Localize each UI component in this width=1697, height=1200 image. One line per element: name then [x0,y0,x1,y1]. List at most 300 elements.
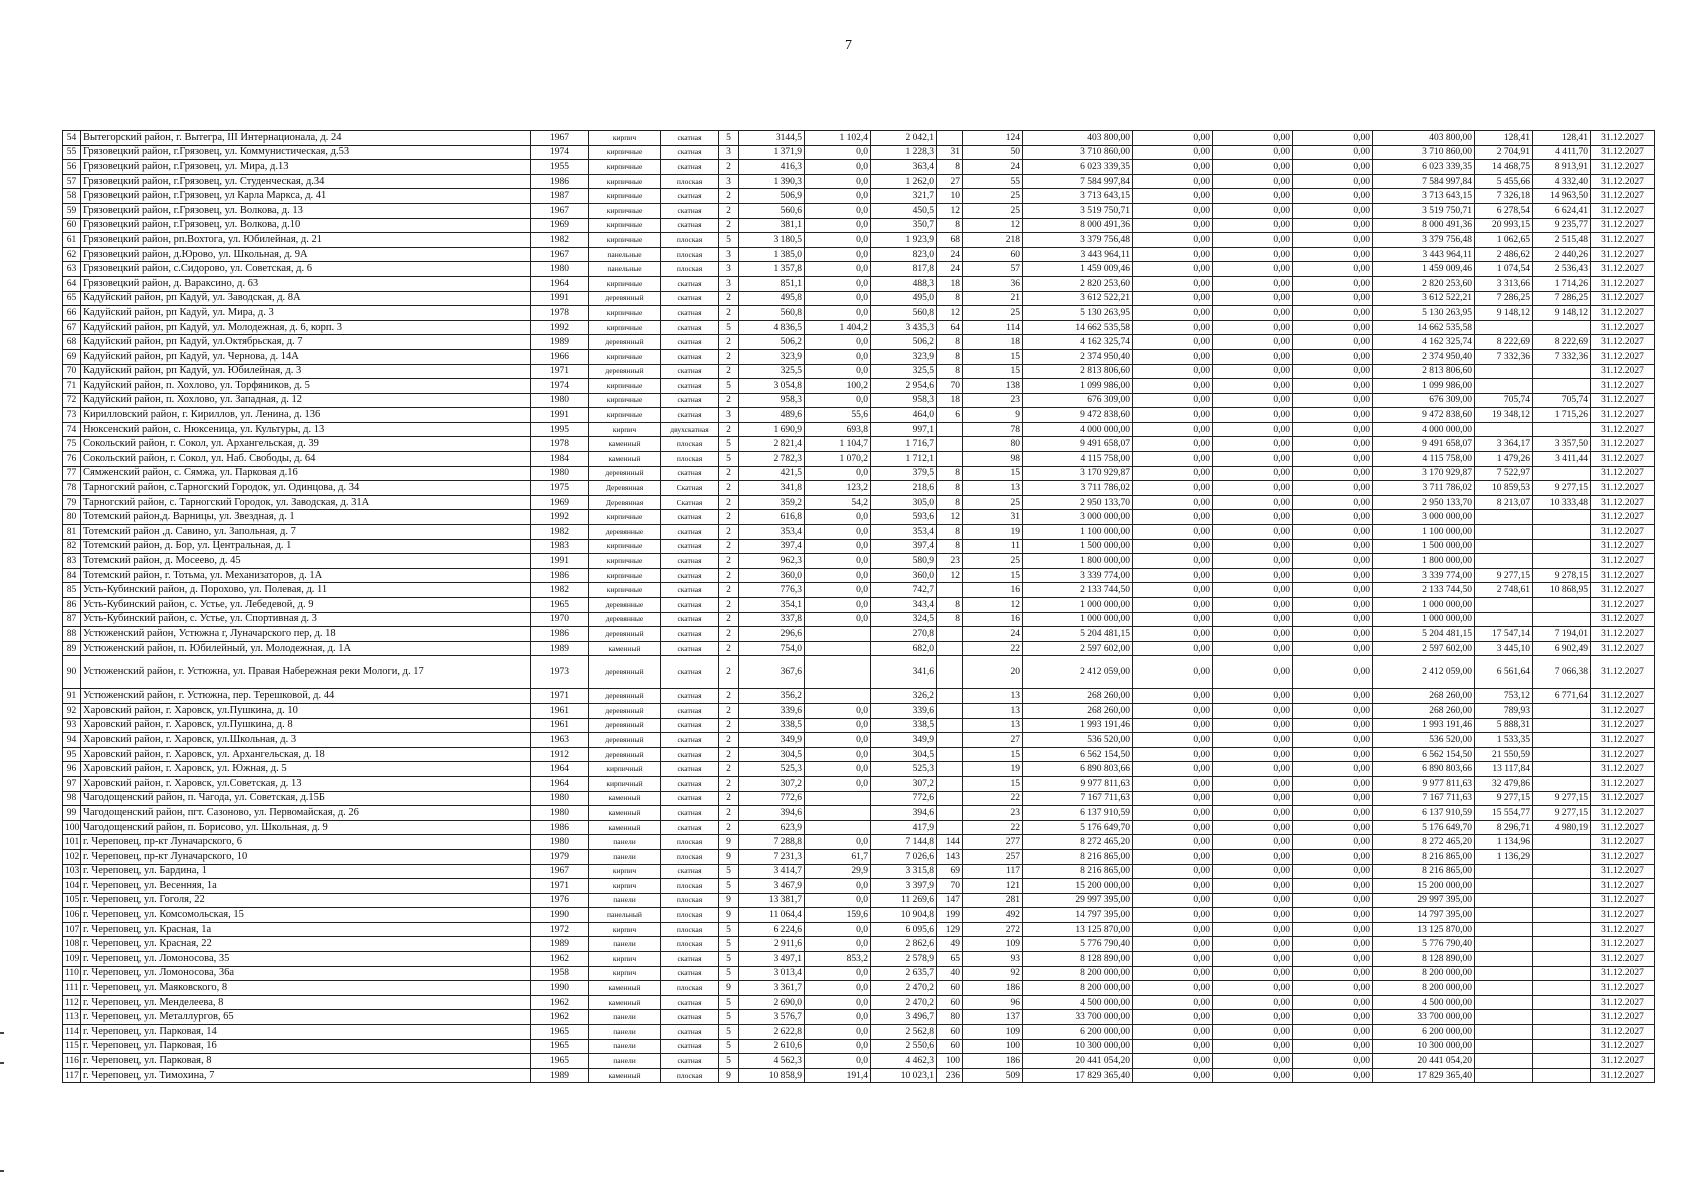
cell-fund-fee: 0,00 [1133,554,1213,569]
cell-deadline: 31.12.2027 [1591,481,1655,496]
cell-wall-material: кирпичные [589,174,661,189]
cell-regional-budget: 0,00 [1213,849,1293,864]
cell-floors: 3 [719,145,739,160]
cell-wall-material: кирпичные [589,145,661,160]
table-row [63,747,1655,762]
cell-regional-budget: 0,00 [1213,262,1293,277]
cell-local-budget: 0,00 [1293,539,1373,554]
cell-deadline: 31.12.2027 [1591,306,1655,321]
cell-address: Тотемский район, д. Бор, ул. Центральная, д. 1 [81,539,531,554]
cell-apartments [937,762,963,777]
cell-unit-cost-limit [1533,598,1591,613]
cell-local-budget: 0,00 [1293,335,1373,350]
table-row [63,641,1655,656]
cell-residents: 92 [963,966,1023,981]
table-row [63,937,1655,952]
cell-total-area: 2 911,6 [739,937,805,952]
cell-local-budget: 0,00 [1293,1025,1373,1040]
cell-residents: 509 [963,1068,1023,1083]
cell-wall-material: кирпич [589,966,661,981]
cell-wall-material: кирпичные [589,393,661,408]
cell-apartments [937,718,963,733]
cell-roof-type: скатная [661,306,719,321]
cell-owners-funds: 33 700 000,00 [1373,1010,1475,1025]
cell-nonresidential-area: 0,0 [805,393,871,408]
cell-row-number: 57 [63,174,81,189]
cell-address: г. Череповец, пр-кт Луначарского, 10 [81,849,531,864]
cell-deadline: 31.12.2027 [1591,893,1655,908]
cell-regional-budget: 0,00 [1213,1025,1293,1040]
cell-residential-area: 4 462,3 [871,1054,937,1069]
cell-floors: 5 [719,1039,739,1054]
cell-row-number: 54 [63,131,81,146]
cell-fund-fee: 0,00 [1133,1054,1213,1069]
cell-roof-type: скатная [661,364,719,379]
cell-apartments [937,641,963,656]
table-row [63,1010,1655,1025]
cell-residents: 257 [963,849,1023,864]
cell-apartments: 23 [937,554,963,569]
cell-residents: 19 [963,762,1023,777]
table-row [63,554,1655,569]
cell-build-year: 1961 [531,718,589,733]
cell-owners-funds: 4 115 758,00 [1373,452,1475,467]
cell-unit-cost-limit: 9 277,15 [1533,806,1591,821]
cell-address: Сокольский район, г. Сокол, ул. Наб. Свободы, д. 64 [81,452,531,467]
cell-roof-type: скатная [661,776,719,791]
cell-regional-budget: 0,00 [1213,1010,1293,1025]
cell-residents: 15 [963,776,1023,791]
cell-unit-cost [1475,966,1533,981]
cell-residential-area: 2 562,8 [871,1025,937,1040]
cell-wall-material: кирпичный [589,776,661,791]
cell-residential-area: 304,5 [871,747,937,762]
cell-floors: 2 [719,612,739,627]
cell-unit-cost: 5 888,31 [1475,718,1533,733]
cell-deadline: 31.12.2027 [1591,641,1655,656]
cell-deadline: 31.12.2027 [1591,879,1655,894]
cell-unit-cost [1475,893,1533,908]
cell-total-cost: 13 125 870,00 [1023,922,1133,937]
cell-address: Сямженский район, с. Сямжа, ул. Парковая д.16 [81,466,531,481]
cell-unit-cost-limit: 3 357,50 [1533,437,1591,452]
cell-deadline: 31.12.2027 [1591,174,1655,189]
cell-residents: 24 [963,160,1023,175]
cell-unit-cost-limit [1533,718,1591,733]
cell-total-cost: 8 200 000,00 [1023,981,1133,996]
cell-total-area: 495,8 [739,291,805,306]
cell-roof-type: скатная [661,1010,719,1025]
cell-apartments: 8 [937,598,963,613]
cell-local-budget: 0,00 [1293,554,1373,569]
cell-unit-cost: 7 332,36 [1475,349,1533,364]
table-row [63,718,1655,733]
cell-unit-cost: 20 993,15 [1475,218,1533,233]
cell-total-area: 623,9 [739,820,805,835]
cell-total-area: 560,8 [739,306,805,321]
cell-local-budget: 0,00 [1293,864,1373,879]
cell-fund-fee: 0,00 [1133,481,1213,496]
cell-fund-fee: 0,00 [1133,189,1213,204]
cell-row-number: 74 [63,422,81,437]
cell-row-number: 103 [63,864,81,879]
cell-roof-type: скатная [661,820,719,835]
cell-build-year: 1912 [531,747,589,762]
cell-residents: 16 [963,612,1023,627]
cell-unit-cost [1475,1010,1533,1025]
cell-row-number: 93 [63,718,81,733]
cell-build-year: 1973 [531,656,589,689]
cell-fund-fee: 0,00 [1133,791,1213,806]
cell-residents: 19 [963,525,1023,540]
cell-nonresidential-area: 0,0 [805,276,871,291]
cell-roof-type: скатная [661,408,719,423]
cell-residents: 18 [963,335,1023,350]
cell-build-year: 1964 [531,762,589,777]
cell-roof-type: скатная [661,510,719,525]
cell-floors: 2 [719,525,739,540]
cell-wall-material: каменный [589,452,661,467]
cell-apartments: 27 [937,174,963,189]
cell-floors: 2 [719,291,739,306]
cell-total-cost: 6 890 803,66 [1023,762,1133,777]
cell-unit-cost-limit [1533,864,1591,879]
cell-apartments: 8 [937,466,963,481]
cell-floors: 5 [719,320,739,335]
cell-owners-funds: 3 443 964,11 [1373,247,1475,262]
cell-total-area: 3 576,7 [739,1010,805,1025]
cell-residents: 23 [963,393,1023,408]
cell-row-number: 81 [63,525,81,540]
cell-roof-type: скатная [661,733,719,748]
cell-regional-budget: 0,00 [1213,145,1293,160]
cell-row-number: 73 [63,408,81,423]
cell-regional-budget: 0,00 [1213,525,1293,540]
cell-deadline: 31.12.2027 [1591,145,1655,160]
cell-regional-budget: 0,00 [1213,820,1293,835]
table-row [63,627,1655,642]
cell-row-number: 76 [63,452,81,467]
cell-total-cost: 7 167 711,63 [1023,791,1133,806]
cell-total-cost: 10 300 000,00 [1023,1039,1133,1054]
cell-floors: 2 [719,806,739,821]
cell-apartments: 129 [937,922,963,937]
cell-roof-type: плоская [661,174,719,189]
cell-roof-type: плоская [661,981,719,996]
cell-local-budget: 0,00 [1293,452,1373,467]
cell-total-area: 506,2 [739,335,805,350]
cell-deadline: 31.12.2027 [1591,495,1655,510]
cell-residential-area: 2 470,2 [871,981,937,996]
cell-residents: 186 [963,1054,1023,1069]
cell-total-cost: 1 459 009,46 [1023,262,1133,277]
table-row [63,291,1655,306]
cell-deadline: 31.12.2027 [1591,539,1655,554]
cell-address: Нюксенский район, с. Нюксеница, ул. Культуры, д. 13 [81,422,531,437]
cell-deadline: 31.12.2027 [1591,276,1655,291]
cell-unit-cost-limit: 2 440,26 [1533,247,1591,262]
cell-fund-fee: 0,00 [1133,908,1213,923]
cell-local-budget: 0,00 [1293,247,1373,262]
cell-wall-material: кирпичные [589,306,661,321]
cell-local-budget: 0,00 [1293,276,1373,291]
cell-total-cost: 5 130 263,95 [1023,306,1133,321]
cell-residents: 22 [963,791,1023,806]
cell-total-cost: 2 374 950,40 [1023,349,1133,364]
cell-unit-cost [1475,981,1533,996]
cell-unit-cost-limit: 9 148,12 [1533,306,1591,321]
cell-total-cost: 3 713 643,15 [1023,189,1133,204]
cell-total-area: 1 357,8 [739,262,805,277]
cell-residential-area: 7 144,8 [871,835,937,850]
cell-regional-budget: 0,00 [1213,864,1293,879]
cell-owners-funds: 6 200 000,00 [1373,1025,1475,1040]
cell-row-number: 63 [63,262,81,277]
cell-unit-cost-limit: 10 333,48 [1533,495,1591,510]
cell-row-number: 104 [63,879,81,894]
cell-row-number: 94 [63,733,81,748]
cell-deadline: 31.12.2027 [1591,247,1655,262]
cell-address: Кадуйский район, рп Кадуй, ул. Юбилейная, д. 3 [81,364,531,379]
cell-local-budget: 0,00 [1293,291,1373,306]
cell-nonresidential-area: 0,0 [805,262,871,277]
cell-residents: 11 [963,539,1023,554]
housing-register-table [62,130,1655,1083]
cell-residents: 13 [963,718,1023,733]
cell-owners-funds: 1 099 986,00 [1373,379,1475,394]
cell-fund-fee: 0,00 [1133,131,1213,146]
cell-wall-material: деревянный [589,718,661,733]
cell-fund-fee: 0,00 [1133,806,1213,821]
cell-fund-fee: 0,00 [1133,218,1213,233]
cell-wall-material: кирпичные [589,539,661,554]
cell-unit-cost: 9 148,12 [1475,306,1533,321]
cell-unit-cost-limit: 7 332,36 [1533,349,1591,364]
cell-nonresidential-area: 853,2 [805,952,871,967]
cell-nonresidential-area: 0,0 [805,1025,871,1040]
cell-total-cost: 5 776 790,40 [1023,937,1133,952]
cell-roof-type: плоская [661,835,719,850]
cell-residential-area: 1 262,0 [871,174,937,189]
cell-nonresidential-area: 693,8 [805,422,871,437]
cell-total-area: 489,6 [739,408,805,423]
cell-apartments [937,437,963,452]
table-row [63,539,1655,554]
cell-address: г. Череповец, ул. Ломоносова, 35 [81,952,531,967]
cell-residential-area: 450,5 [871,203,937,218]
cell-floors: 2 [719,466,739,481]
cell-apartments: 65 [937,952,963,967]
cell-fund-fee: 0,00 [1133,627,1213,642]
cell-owners-funds: 8 216 865,00 [1373,864,1475,879]
cell-nonresidential-area: 0,0 [805,937,871,952]
cell-deadline: 31.12.2027 [1591,131,1655,146]
cell-residents: 114 [963,320,1023,335]
cell-residents: 218 [963,233,1023,248]
cell-row-number: 90 [63,656,81,689]
cell-fund-fee: 0,00 [1133,233,1213,248]
cell-nonresidential-area: 0,0 [805,525,871,540]
cell-floors: 2 [719,703,739,718]
cell-unit-cost: 3 445,10 [1475,641,1533,656]
cell-floors: 9 [719,849,739,864]
cell-unit-cost [1475,1068,1533,1083]
cell-fund-fee: 0,00 [1133,247,1213,262]
cell-apartments: 8 [937,539,963,554]
cell-deadline: 31.12.2027 [1591,776,1655,791]
cell-row-number: 110 [63,966,81,981]
cell-wall-material: панели [589,1025,661,1040]
cell-unit-cost: 753,12 [1475,689,1533,704]
cell-nonresidential-area: 0,0 [805,349,871,364]
cell-floors: 5 [719,952,739,967]
cell-deadline: 31.12.2027 [1591,233,1655,248]
cell-address: Харовский район, г. Харовск, ул. Архангельская, д. 18 [81,747,531,762]
cell-residents: 186 [963,981,1023,996]
cell-row-number: 70 [63,364,81,379]
cell-floors: 5 [719,1010,739,1025]
cell-residents: 36 [963,276,1023,291]
cell-roof-type: скатная [661,1025,719,1040]
cell-deadline: 31.12.2027 [1591,703,1655,718]
cell-unit-cost [1475,379,1533,394]
cell-unit-cost-limit: 1 714,26 [1533,276,1591,291]
cell-unit-cost [1475,1025,1533,1040]
cell-wall-material: панели [589,1039,661,1054]
cell-residential-area: 3 315,8 [871,864,937,879]
cell-address: Кадуйский район, рп Кадуй, ул. Молодежная, д. 6, корп. 3 [81,320,531,335]
cell-address: Чагодощенский район, пгт. Сазоново, ул. Первомайская, д. 26 [81,806,531,821]
cell-build-year: 1987 [531,189,589,204]
cell-owners-funds: 13 125 870,00 [1373,922,1475,937]
table-row [63,806,1655,821]
cell-row-number: 101 [63,835,81,850]
cell-row-number: 78 [63,481,81,496]
table-row [63,466,1655,481]
cell-address: Грязовецкий район, д.Юрово, ул. Школьная, д. 9А [81,247,531,262]
cell-local-budget: 0,00 [1293,762,1373,777]
cell-roof-type: скатная [661,379,719,394]
cell-total-cost: 3 170 929,87 [1023,466,1133,481]
cell-local-budget: 0,00 [1293,627,1373,642]
cell-nonresidential-area [805,820,871,835]
cell-wall-material: деревянный [589,703,661,718]
cell-deadline: 31.12.2027 [1591,437,1655,452]
cell-deadline: 31.12.2027 [1591,1068,1655,1083]
cell-build-year: 1964 [531,276,589,291]
cell-total-cost: 2 813 806,60 [1023,364,1133,379]
table-row [63,408,1655,423]
cell-apartments: 70 [937,379,963,394]
cell-total-cost: 403 800,00 [1023,131,1133,146]
cell-unit-cost-limit [1533,733,1591,748]
cell-total-cost: 20 441 054,20 [1023,1054,1133,1069]
cell-row-number: 100 [63,820,81,835]
cell-floors: 5 [719,922,739,937]
cell-wall-material: кирпичные [589,276,661,291]
cell-build-year: 1986 [531,627,589,642]
table-row [63,835,1655,850]
cell-roof-type: скатная [661,335,719,350]
cell-total-cost: 676 309,00 [1023,393,1133,408]
cell-row-number: 83 [63,554,81,569]
cell-apartments [937,806,963,821]
cell-nonresidential-area: 0,0 [805,583,871,598]
table-row [63,335,1655,350]
cell-residents: 15 [963,747,1023,762]
cell-address: Сокольский район, г. Сокол, ул. Архангельская, д. 39 [81,437,531,452]
cell-residents: 124 [963,131,1023,146]
cell-nonresidential-area: 0,0 [805,160,871,175]
cell-floors: 2 [719,656,739,689]
cell-total-cost: 14 662 535,58 [1023,320,1133,335]
cell-floors: 5 [719,966,739,981]
cell-fund-fee: 0,00 [1133,379,1213,394]
cell-deadline: 31.12.2027 [1591,452,1655,467]
cell-unit-cost-limit: 9 278,15 [1533,568,1591,583]
cell-residents: 57 [963,262,1023,277]
cell-row-number: 89 [63,641,81,656]
cell-total-area: 339,6 [739,703,805,718]
cell-total-area: 616,8 [739,510,805,525]
cell-row-number: 97 [63,776,81,791]
cell-local-budget: 0,00 [1293,718,1373,733]
table-row [63,218,1655,233]
cell-apartments [937,820,963,835]
cell-total-area: 2 821,4 [739,437,805,452]
cell-address: г. Череповец, ул. Металлургов, 65 [81,1010,531,1025]
cell-residential-area: 417,9 [871,820,937,835]
cell-nonresidential-area: 0,0 [805,568,871,583]
cell-deadline: 31.12.2027 [1591,1025,1655,1040]
cell-deadline: 31.12.2027 [1591,937,1655,952]
cell-address: Грязовецкий район, с.Сидорово, ул. Советская, д. 6 [81,262,531,277]
cell-build-year: 1962 [531,1010,589,1025]
cell-residential-area: 343,4 [871,598,937,613]
cell-total-area: 754,0 [739,641,805,656]
cell-fund-fee: 0,00 [1133,937,1213,952]
cell-fund-fee: 0,00 [1133,1025,1213,1040]
cell-deadline: 31.12.2027 [1591,379,1655,394]
cell-unit-cost [1475,864,1533,879]
cell-address: Грязовецкий район, г.Грязовец, ул. Студенческая, д.34 [81,174,531,189]
housing-register-table-wrap [62,130,1654,1083]
cell-fund-fee: 0,00 [1133,408,1213,423]
cell-address: Грязовецкий район, рп.Вохтога, ул. Юбилейная, д. 21 [81,233,531,248]
cell-total-area: 3 467,9 [739,879,805,894]
cell-roof-type: скатная [661,145,719,160]
cell-regional-budget: 0,00 [1213,835,1293,850]
cell-build-year: 1980 [531,393,589,408]
cell-unit-cost-limit [1533,525,1591,540]
table-row [63,703,1655,718]
cell-roof-type: плоская [661,922,719,937]
cell-total-cost: 29 997 395,00 [1023,893,1133,908]
cell-deadline: 31.12.2027 [1591,1054,1655,1069]
cell-unit-cost-limit: 7 066,38 [1533,656,1591,689]
cell-owners-funds: 4 162 325,74 [1373,335,1475,350]
cell-residents: 55 [963,174,1023,189]
cell-residential-area: 464,0 [871,408,937,423]
cell-residential-area: 488,3 [871,276,937,291]
cell-build-year: 1975 [531,481,589,496]
cell-total-cost: 3 000 000,00 [1023,510,1133,525]
cell-roof-type: плоская [661,233,719,248]
cell-residents: 15 [963,364,1023,379]
cell-residential-area: 580,9 [871,554,937,569]
cell-floors: 2 [719,791,739,806]
cell-local-budget: 0,00 [1293,689,1373,704]
